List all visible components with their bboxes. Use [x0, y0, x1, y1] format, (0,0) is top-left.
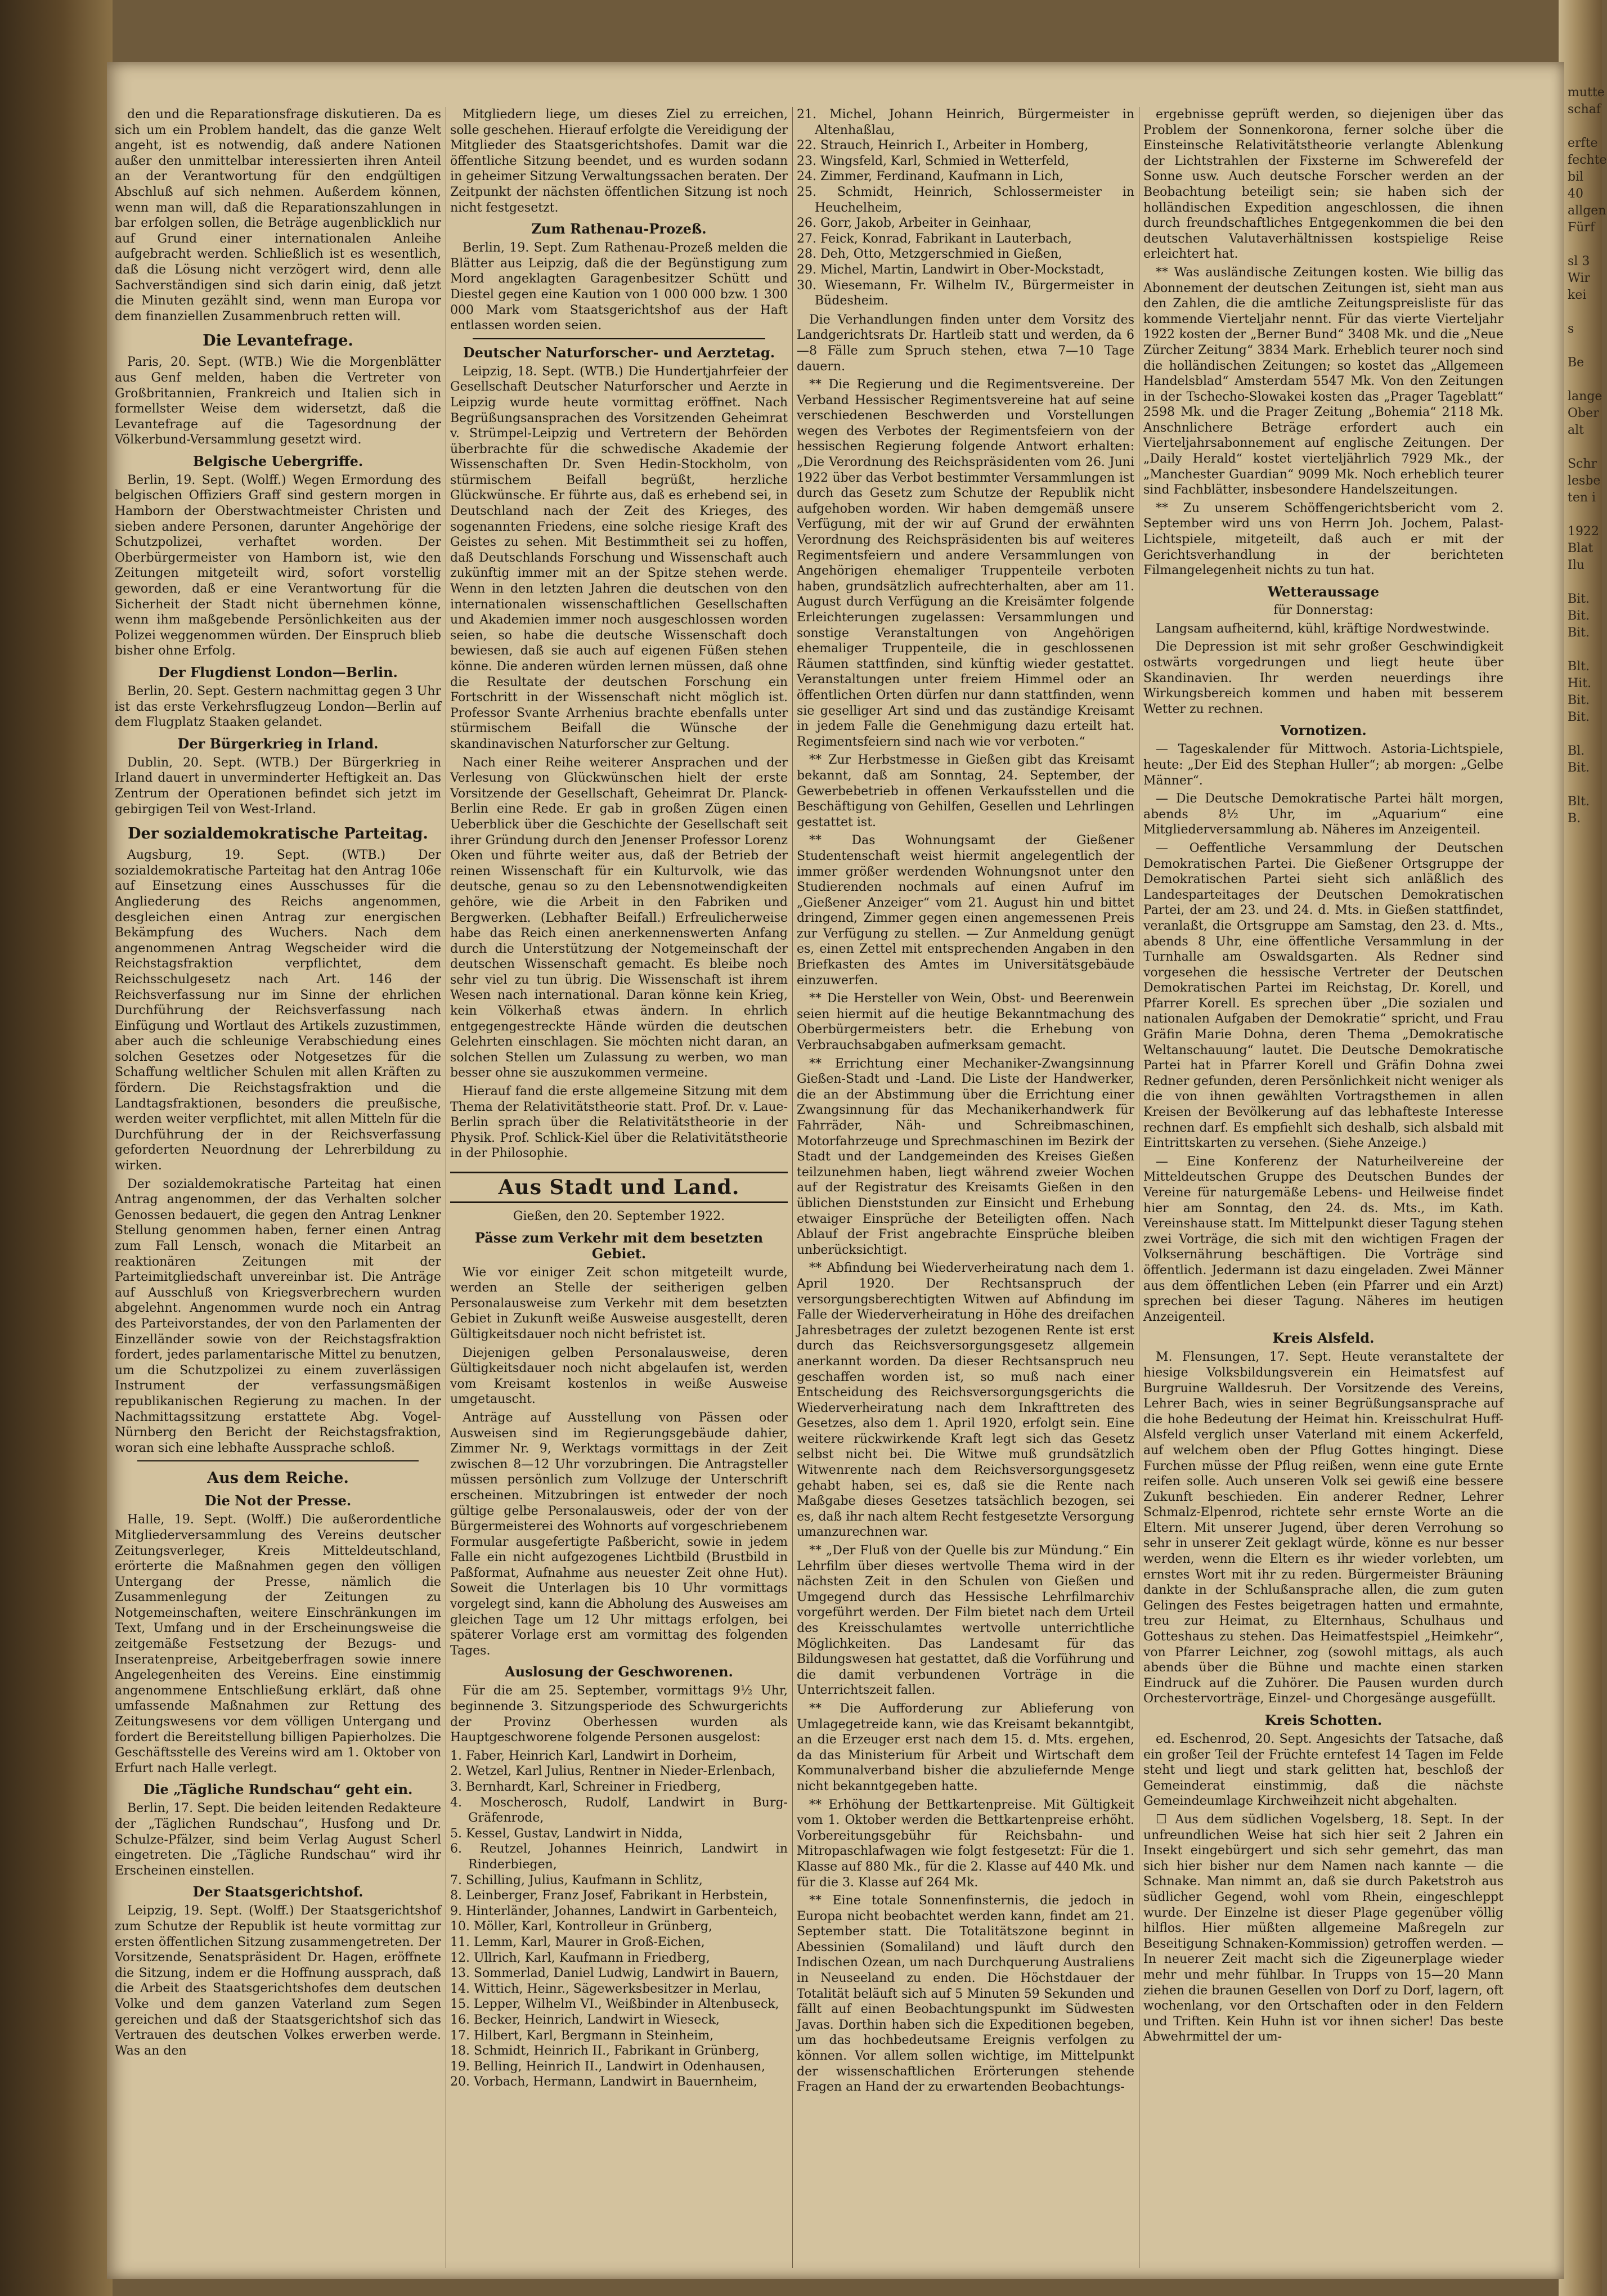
weather-forecast: Langsam aufheiternd, kühl, kräftige Nordwestwinde. [1156, 621, 1490, 636]
article-text: Dublin, 20. Sept. (WTB.) Der Bürgerkrieg in Irland dauert in unverminderter Heftigkeit an. Das Zentrum der Operationen befindet sich jetzt im gebirgigen Teil von West-Irland. [115, 755, 441, 817]
article-text: — Eine Konferenz der Naturheilvereine der Mitteldeutschen Gruppe des Deutschen Bundes der Vereine für naturgemäße Lebens- und Heilweise findet hier am Sonntag, den 24. ds. Mts., im Kath. Vereinshause statt. Im Mittelpunkt dieser Tagung stehen zwei Vorträge, die sich mit den wichtigen Fragen der Volksernährung beschäftigen. Die Vorträge sind öffentlich. Jedermann ist dazu eingeladen. Zwei Männer aus dem öffentlichen Leben (ein Pfarrer und ein Arzt) sprechen bei dieser Tagung. Näheres im heutigen Anzeigenteil. [1143, 1154, 1503, 1324]
column-divider [792, 107, 793, 2268]
article-text: Der sozialdemokratische Parteitag hat einen Antrag angenommen, der das Verhalten solcher Genossen bedauert, die gegen den Antrag Lenkner Stellung genommen haben, ferner einen Antrag zum Fall Lensch, wonach die Mitarbeit an reaktionären Zeitungen mit der Parteimitgliedschaft unvereinbar ist. Die Anträge auf Ausschluß von Kriegsverbrechern wurden abgelehnt. Angenommen wurde noch ein Antrag des Parteivorstandes, der von den Parlamenten der Einzelländer sowie von der Reichstagsfraktion fordert, jedes parlamentarische Mittel zu benutzen, um die Schutzpolizei zu einem zuverlässigen Instrument der verfassungsmäßigen republikanischen Regierung zu machen. In der Nachmittagssitzung erstattete Abg. Vogel-Nürnberg den Bericht der Reichstagsfraktion, woran sich eine lebhafte Aussprache schloß. [115, 1177, 441, 1455]
article-text: den und die Reparationsfrage diskutieren. Da es sich um ein Problem handelt, das die ganze Welt angeht, ist es notwendig, daß andere Nationen außer den unmittelbar interessierten ihren Anteil an der Verantwortung für den endgültigen Abschluß auf sich nehmen. Außerdem können, wenn man will, daß die Reparationszahlungen in bar erfolgen sollen, die Beträge augenblicklich nur auf Grund einer internationalen Anleihe aufgebracht werden. Schließlich ist es wesentlich, daß die Lösung nicht verzögert wird, denn alle Sachverständigen sind sich darin einig, daß jetzt die Minuten gezählt sind, wenn man Europa vor dem finanziellen Zusammenbruch retten will. [115, 107, 441, 324]
headline: Der Bürgerkrieg in Irland. [177, 735, 379, 752]
article-text: ** Die Hersteller von Wein, Obst- und Beerenwein seien hiermit auf die heutige Bekanntmachung des Oberbürgermeisters betr. die Erhebung von Verbrauchsabgaben aufmerksam gemacht. [797, 992, 1134, 1053]
list-item: 2. Wetzel, Karl Julius, Rentner in Nieder-Erlenbach, [450, 1764, 776, 1779]
headline: Zum Rathenau-Prozeß. [531, 221, 707, 237]
list-item: 25. Schmidt, Heinrich, Schlossermeister in Heuchelheim, [797, 185, 1134, 215]
column-2 [450, 107, 788, 2268]
headline: Die Levantefrage. [203, 332, 353, 350]
article-text: Leipzig, 19. Sept. (Wolff.) Der Staatsgerichtshof zum Schutze der Republik ist heute vormittag zur ersten öffentlichen Sitzung zusammengetreten. Der Vorsitzende, Senatspräsident Dr. Hagen, eröffnete die Sitzung, indem er die Hoffnung aussprach, daß die Arbeit des Staatsgerichtshofes dem deutschen Volke und dem ganzen Vaterland zum Segen gereichen und daß der Staatsgerichtshof sich das Vertrauen des deutschen Volkes erwerben werde. Was an den [115, 1904, 441, 2058]
list-item: 4. Moscherosch, Rudolf, Landwirt in Burg-Gräfenrode, [450, 1795, 788, 1826]
article-text: Augsburg, 19. Sept. (WTB.) Der sozialdemokratische Parteitag hat den Antrag 106e auf Einsetzung eines Ausschusses für die Angliederung des Reichs angenommen, desgleichen einen Antrag zur energischen Bekämpfung des Wuchers. Nach dem angenommenen Antrag Wegscheider wird die Reichstagsfraktion verpflichtet, dem Reichsschulgesetz nach Art. 146 der Reichsverfassung nur im Sinne der ehrlichen Durchführung der Reichsverfassung nach Einfügung und Wortlaut des Artikels zuzustimmen, aber auch die schleunige Verabschiedung eines solchen Gesetzes oder Notgesetzes für die Schaffung weltlicher Schulen mit allen Kräften zu fördern. Die Reichstagsfraktion und die Landtagsfraktionen, besonders die preußische, werden weiter verpflichtet, mit allen Mitteln für die Durchführung der in der Reichsverfassung geforderten Neuordnung der Lehrerbildung zu wirken. [115, 848, 441, 1173]
headline: Der sozialdemokratische Parteitag. [128, 825, 428, 843]
article-text: ** Was ausländische Zeitungen kosten. Wie billig das Abonnement der deutschen Zeitungen ist, sieht man aus den Zahlen, die die amtliche Zeitungspreisliste für das kommende Vierteljahr nennt. Für das vierte Vierteljahr 1922 kosten der „Berner Bund“ 3408 Mk. und die „Neue Zürcher Zeitung“ 3834 Mark. Erheblich teurer noch sind die holländischen Zeitungen; so kostet das „Allgemeen Handelsblad“ Amsterdam 5547 Mk. Von den Zeitungen in der Tschecho-Slowakei kosten das „Prager Tageblatt“ 2598 Mk. und die Prager Zeitung „Bohemia“ 2118 Mk. Anschnlichere Beträge erfordert auch ein Vierteljahrsabonnement auf englische Zeitungen. Der „Daily Herald“ kostet vierteljährlich 7929 Mk., der „Manchester Guardian“ 9099 Mk. Noch erheblich teurer sind Fachblätter, insbesondere Handelszeitungen. [1143, 265, 1503, 497]
article-text: Die Verhandlungen finden unter dem Vorsitz des Landgerichtsrats Dr. Hartleib statt und werden, da 6—8 Fälle zum Spruch stehen, etwa 7—10 Tage dauern. [797, 312, 1134, 374]
article-text: ** Zu unserem Schöffengerichtsbericht vom 2. September wird uns von Herrn Joh. Jochem, Palast-Lichtspiele, mitgeteilt, daß auch er mit der Gerichtsverhandlung in der berichteten Filmangelegenheit nichts zu tun hat. [1143, 501, 1503, 578]
headline: Kreis Alsfeld. [1272, 1330, 1375, 1347]
column-3 [797, 107, 1134, 2268]
article-text: Diejenigen gelben Personalausweise, deren Gültigkeitsdauer noch nicht abgelaufen ist, werden vom Kreisamt kostenlos in weiße Ausweise umgetauscht. [450, 1346, 788, 1407]
article-text: Die Depression ist mit sehr großer Geschwindigkeit ostwärts vorgedrungen und liegt heute über Skandinavien. Ihr werden neuerdings ihre Wirkungsbereich kommen und haben mit besserem Wetter zu rechnen. [1143, 640, 1503, 716]
headline: Wetteraussage [1268, 583, 1379, 600]
article-text: Berlin, 19. Sept. (Wolff.) Wegen Ermordung des belgischen Offiziers Graff sind gestern morgen in Hamborn der Oberstwachtmeister Christen und sieben andere Personen, darunter Angehörige der Schutzpolizei, verhaftet worden. Der Oberbürgermeister von Hamborn ist, wie den Zeitungen mitgeteilt wird, sofort vorstellig geworden, daß er eine Verantwortung für die Sicherheit der Stadt nicht übernehmen könne, wenn ihm maßgebende Persönlichkeiten aus der Polizei weggenommen würden. Der Einspruch blieb bisher ohne Erfolg. [115, 473, 441, 658]
list-item: 21. Michel, Johann Heinrich, Bürgermeister in Altenhaßlau, [797, 107, 1134, 137]
list-item: 15. Lepper, Wilhelm VI., Weißbinder in Altenbuseck, [450, 1997, 779, 2012]
headline: Der Flugdienst London—Berlin. [158, 664, 398, 680]
article-text: ** Zur Herbstmesse in Gießen gibt das Kreisamt bekannt, daß am Sonntag, 24. September, der Gewerbebetrieb in offenen Verkaufsstellen und die Beschäftigung von Gehilfen, Gesellen und Lehrlingen gestattet ist. [797, 753, 1134, 829]
article-text: ** Die Regierung und die Regimentsvereine. Der Verband Hessischer Regimentsvereine hat auf seine verschiedenen Beschwerden und Vorstellungen wegen des Verbotes der Regimentsfeiern von der hessischen Regierung folgende Antwort erhalten: „Die Verordnung des Reichspräsidenten vom 26. Juni 1922 über das Verbot bestimmter Versammlungen ist durch das Gesetz zum Schutze der Republik nicht aufgehoben worden. Wir haben demgemäß unsere Verfügung, mit der wir auf Grund der erwähnten Verordnung des Reichspräsidenten bis auf weiteres Regimentsfeiern und andere Versammlungen von Angehörigen ehemaliger Truppenteile verboten haben, grundsätzlich aufrechterhalten, aber am 11. August durch Verfügung an die Kreisämter folgende Erleichterungen zugelassen: Versammlungen und sonstige Veranstaltungen von Angehörigen ehemaliger Truppenteile, die in geschlossenen Räumen stattfinden, sind künftig wieder gestattet. Veranstaltungen unter freiem Himmel oder an öffentlichen Orten dürfen nur dann stattfinden, wenn sie geselliger Art sind und das zuständige Kreisamt in jedem Falle die Genehmigung dazu erteilt hat. Regimentsfeiern sind nach wie vor verboten.“ [797, 378, 1134, 749]
article-text: ** Das Wohnungsamt der Gießener Studentenschaft weist hiermit angelegentlich der immer größer werdenden Wohnungsnot unter den Studierenden nochmals auf einen Aufruf im „Gießener Anzeiger“ vom 21. August hin und bittet dringend, Zimmer gegen einen angemessenen Preis zur Verfügung zu stellen. — Zur Anmeldung genügt es, einen Zettel mit entsprechenden Angaben in den Briefkasten des Amtes im Universitätsgebäude einzuwerfen. [797, 833, 1134, 988]
list-item: 1. Faber, Heinrich Karl, Landwirt in Dorheim, [450, 1748, 737, 1763]
list-item: 23. Wingsfeld, Karl, Schmied in Wetterfeld, [797, 154, 1070, 168]
headline: Vornotizen. [1280, 722, 1367, 739]
list-item: 10. Möller, Karl, Kontrolleur in Grünberg, [450, 1920, 712, 1934]
list-item: 11. Lemm, Karl, Maurer in Groß-Eichen, [450, 1935, 705, 1949]
article-text: M. Flensungen, 17. Sept. Heute veranstaltete der hiesige Volksbildungsverein ein Heimatsfest auf Burgruine Walldesruh. Der Vorsitzende des Vereins, Lehrer Bach, wies in seiner Begrüßungsansprache auf die hohe Bedeutung der Heimat hin. Kreisschulrat Huff-Alsfeld verglich unser Vaterland mit einem Ackerfeld, auf welchem oben der Pflug Gottes hingingt. Diese Furchen müsse der Pflug reißen, wenn eine gute Ernte reifen solle. Auch unseren Volk sei gewiß eine bessere Zukunft beschieden. Ein anderer Redner, Lehrer Schmalz-Elpenrod, richtete sehr ernste Worte an die Eltern. Mit unserer Jugend, über deren Verrohung so sehr in unserer Zeit geklagt würde, könne es nur besser werden, wenn die Eltern es ihr wieder vorlebten, um ernstes Wort mit ihr zu reden. Bürgermeister Bräuning dankte in der Schlußansprache allen, die zum guten Gelingen des Festes beigetragen hatten und ermahnte, treu zur Heimat, zu Elternhaus, Schulhaus und Gotteshaus zu stehen. Das Heimatfestspiel „Heimkehr“, von Pfarrer Leichner, zog (sowohl mittags, als auch abends über die Bühne und machte einen starken Eindruck auf die Zuhörer. Die Pausen wurden durch Orchestervorträge, Einzel- und Chorgesänge ausgefüllt. [1143, 1350, 1503, 1706]
list-item: 9. Hinterländer, Johannes, Landwirt in Garbenteich, [450, 1904, 778, 1918]
headline: Der Staatsgerichtshof. [192, 1884, 363, 1900]
article-text: ** Die Aufforderung zur Ablieferung von Umlagegetreide kann, wie das Kreisamt bekanntgibt, an die Erzeuger erst nach dem 15. d. Mts. ergehen, da das Ministerium für Arbeit und Wirtschaft dem Kommunalverband bisher die abzuliefernde Menge nicht bekanntgegeben hatte. [797, 1701, 1134, 1793]
divider-rule [473, 338, 765, 339]
subheadline: für Donnerstag: [1273, 603, 1373, 617]
list-item: 28. Deh, Otto, Metzgerschmied in Gießen, [797, 247, 1062, 262]
divider-rule [137, 1460, 419, 1461]
article-text: ** Abfindung bei Wiederverheiratung nach dem 1. April 1920. Der Rechtsanspruch der versorgungsberechtigten Witwen auf Abfindung im Falle der Wiederverheiratung in Höhe des dreifachen Jahresbetrages der zuletzt bezogenen Rente ist erst durch das Reichsversorgungsgesetz allgemein anerkannt worden. Da dieser Rechtsanspruch neu geschaffen worden ist, so muß nach einer Entscheidung des Reichsversorgungsgerichts die Wiederverheiratung nach dem Inkrafttreten des Gesetzes, also dem 1. April 1920, erfolgt sein. Eine weitere rückwirkende Kraft legt sich das Gesetz selbst nicht bei. Die Witwe muß grundsätzlich Witwenrente nach dem Reichsversorgungsgesetz gehabt haben, sei es, daß sie die Rente nach Maßgabe dieses Gesetzes tatsächlich bezogen, sei es, daß ihr nach altem Recht festgesetzte Versorgung umanzurechnen war. [797, 1261, 1134, 1540]
section-heading: Aus dem Reiche. [207, 1469, 349, 1487]
article-text: Für die am 25. September, vormittags 9½ Uhr, beginnende 3. Sitzungsperiode des Schwurgerichts der Provinz Oberhessen wurden als Hauptgeschworene folgende Personen ausgelost: [450, 1684, 788, 1745]
list-item: 5. Kessel, Gustav, Landwirt in Nidda, [450, 1826, 683, 1841]
article-text: ☐ Aus dem südlichen Vogelsberg, 18. Sept. In der unfreundlichen Weise hat sich hier seit 2 Jahren ein Insekt eingebürgert und sich sehr gemehrt, das man sich hier bisher nur dem Namen nach kannte — die Schnake. Man nimmt an, daß sie durch Paketstroh aus südlicher Gegend, wohl vom Rhein, eingeschleppt wurde. Der Einzelne ist dieser Plage gegenüber völlig hilflos. Hier müßten allgemeine Maßregeln zur Beseitigung Schnaken-Kommission) getroffen werden. — In neuerer Zeit macht sich die Zigeunerplage wieder mehr und mehr fühlbar. In Trupps von 15—20 Mann ziehen die braunen Gesellen von Dorf zu Dorf, lagern, oft wochenlang, vor den Ortschaften oder in den Feldern und Triften. Kein Huhn ist vor ihnen sicher! Das beste Abwehrmittel der um- [1143, 1812, 1503, 2044]
list-item: 7. Schilling, Julius, Kaufmann in Schlitz, [450, 1873, 703, 1887]
headline: Deutscher Naturforscher- und Aerztetag. [463, 344, 775, 361]
article-text: Hierauf fand die erste allgemeine Sitzung mit dem Thema der Relativitätstheorie statt. Prof. Dr. v. Laue-Berlin sprach über die Relativitätstheorie in der Physik. Prof. Schlick-Kiel über die Relativitätstheorie in der Philosophie. [450, 1084, 788, 1161]
article-text: Berlin, 17. Sept. Die beiden leitenden Redakteure der „Täglichen Rundschau“, Husfong und Dr. Schulze-Pfälzer, sind beim Verlag August Scherl eingetreten. Die „Tägliche Rundschau“ wird ihr Erscheinen einstellen. [115, 1801, 441, 1878]
list-item: 20. Vorbach, Hermann, Landwirt in Bauernheim, [450, 2075, 757, 2089]
article-text: Wie vor einiger Zeit schon mitgeteilt wurde, werden an Stelle der seitherigen gelben Personalausweise zum Verkehr mit dem besetzten Gebiet in Zukunft weiße Ausweise ausgestellt, deren Gültigkeitsdauer noch nicht befristet ist. [450, 1265, 788, 1342]
list-item: 3. Bernhardt, Karl, Schreiner in Friedberg, [450, 1780, 721, 1794]
list-item: 16. Becker, Heinrich, Landwirt in Wieseck, [450, 2012, 720, 2027]
article-text: ergebnisse geprüft werden, so diejenigen über das Problem der Sonnenkorona, ferner solche über die Einsteinsche Relativitätstheorie verlangte Ablenkung der Lichtstrahlen der Fixsterne im Schwerefeld der Sonne usw. Auch deutsche Forscher werden an der Beobachtung beteiligt sein; sie haben sich der holländischen Expedition angeschlossen, die ihnen durch freundschaftliches Entgegenkommen die bei den deutschen Valutaverhältnissen kostspielige Reise erleichtert hat. [1143, 107, 1503, 262]
list-item: 24. Zimmer, Ferdinand, Kaufmann in Lich, [797, 169, 1063, 184]
article-text: Anträge auf Ausstellung von Pässen oder Ausweisen sind im Regierungsgebäude dahier, Zimmer Nr. 9, Werktags vormittags in der Zeit zwischen 8—12 Uhr vorzubringen. Die Antragsteller müssen persönlich zum Vollzuge der Unterschrift erscheinen. Mitzubringen ist entweder der noch gültige gelbe Personalausweis, oder der von der Bürgermeisterei des Wohnorts auf vorgeschriebenem Formular ausgefertigte Paßbericht, sowie in jedem Falle ein nicht aufgezogenes Lichtbild (Brustbild in Paßformat, Aufnahme aus neuester Zeit ohne Hut). Soweit die Unterlagen bis 10 Uhr vormittags vorgelegt sind, kann die Abholung des Ausweises am gleichen Tage um 12 Uhr mittags erfolgen, bei späterer Vorlage erst am vormittag des folgenden Tages. [450, 1410, 788, 1658]
list-item: 27. Feick, Konrad, Fabrikant in Lauterbach, [797, 231, 1072, 246]
column-1 [115, 107, 441, 2268]
article-text: ** Errichtung einer Mechaniker-Zwangsinnung Gießen-Stadt und -Land. Die Liste der Handwerker, die an der Abstimmung über die Errichtung einer Zwangsinnung für das Mechanikerhandwerk für Fahrräder, Näh- und Schreibmaschinen, Motorfahrzeuge und Sprechmaschinen im Bezirk der Stadt und der Landgemeinden des Kreises Gießen teilzunehmen haben, liegt während zweier Wochen auf der Registratur des Kreisamts Gießen in den üblichen Dienststunden zur Einsicht und Erhebung etwaiger Einsprüche der Beteiligten offen. Nach Ablauf der Frist angebrachte Einsprüche bleiben unberücksichtigt. [797, 1056, 1134, 1257]
juror-list-continued [797, 107, 1134, 309]
adjacent-page-text: mutte schaf erfte fechte bil 40 allgen Fürf sl 3 Wir kei s Be lange Ober alt Schr lesbe ten i 1922 Blat Ilu Bit. Bit. Bit. Blt. Hit. Bit. Bit. Bl. Bit. Blt. B. [1568, 86, 1607, 826]
headline: Kreis Schotten. [1264, 1712, 1382, 1728]
list-item: 13. Sommerlad, Daniel Ludwig, Landwirt in Bauern, [450, 1966, 779, 1981]
list-item: 12. Ullrich, Karl, Kaufmann in Friedberg, [450, 1950, 710, 1965]
list-item: 30. Wiesemann, Fr. Wilhelm IV., Bürgermeister in Büdesheim. [797, 278, 1134, 308]
column-4 [1143, 107, 1503, 2268]
article-text: Mitgliedern liege, um dieses Ziel zu erreichen, solle geschehen. Hierauf erfolgte die Vereidigung der Mitglieder des Staatsgerichtshofes. Damit war die öffentliche Sitzung beendet, und es wurden sodann in geheimer Sitzung Verwaltungssachen beraten. Der Zeitpunkt der nächsten öffentlichen Sitzung ist noch nicht festgesetzt. [450, 107, 788, 215]
newspaper-page [107, 62, 1564, 2279]
list-item: 6. Reutzel, Johannes Heinrich, Landwirt in Rinderbiegen, [450, 1842, 788, 1872]
article-text: Paris, 20. Sept. (WTB.) Wie die Morgenblätter aus Genf melden, haben die Vertreter von Großbritannien, Frankreich und Italien sich in formellster Weise dem widersetzt, daß die Levantefrage auf die Tagesordnung der Völkerbund-Versammlung gesetzt wird. [115, 355, 441, 447]
article-text: — Tageskalender für Mittwoch. Astoria-Lichtspiele, heute: „Der Eid des Stephan Huller“; ab morgen: „Gelbe Männer“. [1143, 742, 1503, 788]
list-item: 22. Strauch, Heinrich I., Arbeiter in Homberg, [797, 138, 1089, 153]
article-text: ** Eine totale Sonnenfinsternis, die jedoch in Europa nicht beobachtet werden kann, findet am 21. September statt. Die Totalitätszone beginnt in Abessinien (Somaliland) und läuft durch den Indischen Ozean, um nach Durchquerung Australiens in Neuseeland zu enden. Die Höchstdauer der Totalität beläuft sich auf 5 Minuten 59 Sekunden und fällt auf einen Beobachtungspunkt im Südwesten Javas. Dorthin haben sich die Expeditionen begeben, um das hochbedeutsame Ereignis verfolgen zu können. Vor allem sollen wichtige, im Mittelpunkt der wissenschaftlichen Erörterungen stehende Fragen an Hand der zu erwartenden Beobachtungs- [797, 1894, 1134, 2095]
list-item: 8. Leinberger, Franz Josef, Fabrikant in Herbstein, [450, 1889, 768, 1903]
list-item: 17. Hilbert, Karl, Bergmann in Steinheim, [450, 2028, 714, 2043]
article-text: ** Erhöhung der Bettkartenpreise. Mit Gültigkeit vom 1. Oktober werden die Bettkartenpreise erhöht. Vorbereitungsgebühr für Reichsbahn- und Mitropaschlafwagen wie folgt festgesetzt: Für die 1. Klasse auf 880 Mk., für die 2. Klasse auf 440 Mk. und für die 3. Klasse auf 264 Mk. [797, 1797, 1134, 1890]
article-text: — Oeffentliche Versammlung der Deutschen Demokratischen Partei. Die Gießener Ortsgruppe der Demokratischen Partei sieht sich anläßlich des Landesparteitages der Deutschen Demokratischen Partei, der am 23. und 24. d. Mts. in Gießen stattfindet, veranlaßt, die Ortsgruppe am Samstag, den 23. d. Mts., abends 8 Uhr, eine öffentliche Versammlung in der Turnhalle am Oswaldsgarten. Als Redner sind vorgesehen die hessische Vertreter der Deutschen Demokratischen Partei im Reichstag, Dr. Korell, und Pfarrer Korell. Es sprechen über „Die sozialen und nationalen Aufgaben der Demokratie“ spricht, und Frau Gräfin Marie Dohna, deren Thema „Demokratische Weltanschauung“ lautet. Die Deutsche Demokratische Partei hat in Pfarrer Korell und Gräfin Dohna zwei Redner gefunden, deren Persönlichkeit nicht weniger als die von ihnen gewählten Vortragsthemen in allen Kreisen der Bevölkerung auf das lebhafteste Interesse rechnen darf. Es empfiehlt sich deshalb, sich alsbald mit Eintrittskarten zu versehen. (Siehe Anzeige.) [1143, 841, 1503, 1151]
article-text: Berlin, 20. Sept. Gestern nachmittag gegen 3 Uhr ist das erste Verkehrsflugzeug London—Berlin auf dem Flugplatz Staaken gelandet. [115, 684, 441, 730]
section-banner: Aus Stadt und Land. [450, 1172, 788, 1203]
book-spine-left [0, 0, 113, 2296]
list-item: 29. Michel, Martin, Landwirt in Ober-Mockstadt, [797, 262, 1105, 277]
dateline: Gießen, den 20. September 1922. [513, 1209, 725, 1223]
headline: Pässe zum Verkehr mit dem besetzten Gebiet. [474, 1229, 764, 1262]
headline: Die Not der Presse. [204, 1492, 352, 1509]
list-item: 14. Wittich, Heinr., Sägewerksbesitzer in Merlau, [450, 1981, 762, 1996]
list-item: 18. Schmidt, Heinrich II., Fabrikant in Grünberg, [450, 2044, 760, 2059]
article-text: Halle, 19. Sept. (Wolff.) Die außerordentliche Mitgliederversammlung des Vereins deutscher Zeitungsverleger, Kreis Mitteldeutschland, erörterte die Maßnahmen gegen den völligen Untergang der Presse, nämlich die Zusammenlegung der Zeitungen zu Notgemeinschaften, weitere Einschränkungen im Text, Umfang und in der Erscheinungsweise die zeitgemäße Festsetzung der Bezugs- und Inseratenpreise, Arbeitgeberfragen sowie innere Angelegenheiten des Vereins. Eine einstimmig angenommene Entschließung erklärt, daß ohne umfassende Maßnahmen zur Rettung des Zeitungswesens vor dem völligen Untergang und fordert die Bereitstellung billigen Papierholzes. Die Geschäftsstelle des Vereins wird am 1. Oktober von Erfurt nach Halle verlegt. [115, 1513, 441, 1775]
list-item: 19. Belling, Heinrich II., Landwirt in Odenhausen, [450, 2059, 765, 2074]
article-text: ** „Der Fluß von der Quelle bis zur Mündung.“ Ein Lehrfilm über dieses wertvolle Thema wird in der nächsten Zeit in den Schulen von Gießen und Umgegend durch das Hessische Lehrfilmarchiv vorgeführt werden. Der Film bietet nach dem Urteil des Kreisschulamtes wertvolle unterrichtliche Möglichkeiten. Das Landesamt für das Bildungswesen hat gestattet, daß die Vorführung und die damit verbundenen Vorträge in die Unterrichtszeit fallen. [797, 1544, 1134, 1698]
article-text: Leipzig, 18. Sept. (WTB.) Die Hundertjahrfeier der Gesellschaft Deutscher Naturforscher und Aerzte in Leipzig wurde heute vormittag eröffnet. Nach Begrüßungsansprachen des Vorsitzenden Geheimrat v. Strümpel-Leipzig und Vertretern der Behörden überbrachte für die schwedische Akademie der Wissenschaften Dr. Sven Hedin-Stockholm, von stürmischem Beifall begrüßt, herzliche Glückwünsche. Er führte aus, daß es erhebend sei, in Deutschland nach der Zeit des Krieges, des sogenannten Friedens, eine solche riesige Kraft des Geistes zu sehen. Mit Bestimmtheit sei zu hoffen, daß Deutschlands Forschung und Wissenschaft auch zukünftig immer mit an der Spitze stehen werde. Wenn in den letzten Jahren die deutschen von den internationalen wissenschaftlichen Gesellschaften und Akademien immer noch ausgeschlossen worden seien, so habe die deutsche Wissenschaft doch bewiesen, daß sie auch auf eigenen Füßen stehen könne. Die anderen würden lernen müssen, daß ohne die Resultate der deutschen Forschung ein Fortschritt in der Wissenschaft nicht möglich ist. Professor Svante Arrhenius brachte ebenfalls unter stürmischem Beifall die Wünsche der skandinavischen Naturforscher zur Geltung. [450, 364, 788, 751]
headline: Belgische Uebergriffe. [192, 452, 363, 469]
article-text: Berlin, 19. Sept. Zum Rathenau-Prozeß melden die Blätter aus Leipzig, daß die der Begünstigung zum Mord angeklagten Garagenbesitzer Schütt und Diestel gegen eine Kaution von 1 000 000 bzw. 1 300 000 Mark vom Staatsgerichtshof aus der Haft entlassen worden seien. [450, 241, 788, 333]
headline: Die „Tägliche Rundschau“ geht ein. [143, 1781, 413, 1798]
list-item: 26. Gorr, Jakob, Arbeiter in Geinhaar, [797, 216, 1032, 231]
headline: Auslosung der Geschworenen. [505, 1663, 733, 1680]
article-text: Nach einer Reihe weiterer Ansprachen und der Verlesung von Glückwünschen hielt der erste Vorsitzende der Gesellschaft, Geheimrat Dr. Planck-Berlin eine Rede. Er gab in großen Zügen einen Ueberblick über die Geschichte der Gesellschaft seit ihrer Gründung durch den Jenenser Professor Lorenz Oken und führte weiter aus, daß der Betrieb der reinen Wissenschaft für ein Kulturvolk, wie das deutsche, genau so zu den Lebensnotwendigkeiten gehöre, wie die Arbeit in den Fabriken und Bergwerken. (Lebhafter Beifall.) Erfreulicherweise habe das Reich einen anerkennenswerten Anfang durch die Unterstützung der Notgemeinschaft der deutschen Wissenschaft gemacht. Es bleibe noch sehr viel zu tun übrig. Die Wissenschaft ist ihrem Wesen nach international. Daran könne kein Krieg, kein Völkerhaß etwas ändern. In ehrlich entgegengestreckte Hände würden die deutschen Gelehrten einschlagen. Sie möchten nicht daran, an solchen Stellen um Zulassung zu werben, wo man besser ohne sie auszukommen vermeine. [450, 755, 788, 1080]
article-text: ed. Eschenrod, 20. Sept. Angesichts der Tatsache, daß ein großer Teil der Früchte erntefest 14 Tagen im Felde steht und liegt und stark gelitten hat, beschloß der Gemeinderat einstimmig, daß die nächste Gemeindeumlage Kirchweihzeit nicht abgehalten. [1143, 1732, 1503, 1809]
article-text: — Die Deutsche Demokratische Partei hält morgen, abends 8½ Uhr, im „Aquarium“ eine Mitgliederversammlung ab. Näheres im Anzeigenteil. [1143, 792, 1503, 837]
juror-list [450, 1748, 788, 2090]
